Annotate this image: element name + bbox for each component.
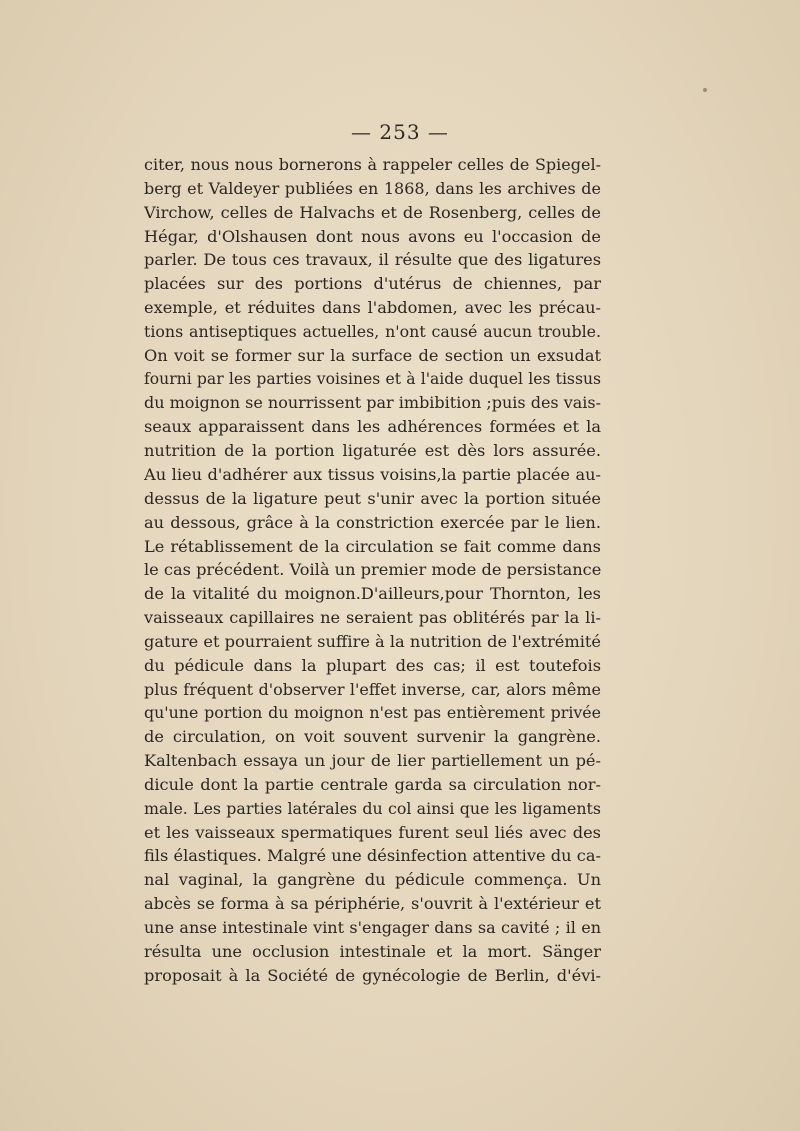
text-line: Kaltenbach essaya un jour de lier partiellement un pé- xyxy=(144,751,601,771)
text-line: male. Les parties latérales du col ainsi que les ligaments xyxy=(144,798,601,818)
text-line: une anse intestinale vint s'engager dans sa cavité ; il en xyxy=(144,918,601,937)
text-line: qu'une portion du moignon n'est pas entièrement privée xyxy=(144,703,601,723)
text-line: placées sur des portions d'utérus de chiennes, par xyxy=(144,274,601,294)
text-line: Virchow, celles de Halvachs et de Rosenberg, celles de xyxy=(144,202,601,222)
text-line: citer, nous nous bornerons à rappeler celles de Spiegel- xyxy=(144,155,601,174)
text-line: du moignon se nourrissent par imbibition ;puis des vais- xyxy=(144,393,601,413)
paper-speck xyxy=(703,88,707,92)
text-line: et les vaisseaux spermatiques furent seul liés avec des xyxy=(144,822,601,842)
text-line: Au lieu d'adhérer aux tissus voisins,la partie placée au- xyxy=(144,464,601,484)
text-line: dessus de la ligature peut s'unir avec la portion située xyxy=(144,488,601,508)
page-number: — 253 — xyxy=(351,120,449,144)
text-line: fils élastiques. Malgré une désinfection attentive du ca- xyxy=(144,846,601,866)
body-text xyxy=(144,153,601,988)
text-line: résulta une occlusion intestinale et la mort. Sänger xyxy=(144,941,601,961)
text-line: dicule dont la partie centrale garda sa circulation nor- xyxy=(144,774,601,794)
text-line: berg et Valdeyer publiées en 1868, dans les archives de xyxy=(144,178,601,198)
text-line: Le rétablissement de la circulation se fait comme dans xyxy=(144,536,601,556)
text-line: proposait à la Société de gynécologie de Berlin, d'évi- xyxy=(144,965,601,985)
text-line: nutrition de la portion ligaturée est dès lors assurée. xyxy=(144,441,601,461)
text-line: exemple, et réduites dans l'abdomen, avec les précau- xyxy=(144,298,601,318)
text-line: nal vaginal, la gangrène du pédicule commença. Un xyxy=(144,870,601,890)
text-line: fourni par les parties voisines et à l'aide duquel les tissus xyxy=(144,369,601,388)
text-line: vaisseaux capillaires ne seraient pas oblitérés par la li- xyxy=(144,608,601,628)
text-line: parler. De tous ces travaux, il résulte que des ligatures xyxy=(144,250,601,270)
text-line: de circulation, on voit souvent survenir la gangrène. xyxy=(144,727,601,747)
text-line: seaux apparaissent dans les adhérences formées et la xyxy=(144,417,601,437)
text-line: Hégar, d'Olshausen dont nous avons eu l'occasion de xyxy=(144,226,601,246)
text-line: abcès se forma à sa périphérie, s'ouvrit à l'extérieur et xyxy=(144,894,601,914)
text-line: gature et pourraient suffire à la nutrition de l'extrémité xyxy=(144,631,601,651)
text-line: le cas précédent. Voilà un premier mode de persistance xyxy=(144,560,601,580)
text-line: tions antiseptiques actuelles, n'ont causé aucun trouble. xyxy=(144,321,601,341)
text-line: On voit se former sur la surface de section un exsudat xyxy=(144,345,601,365)
text-line: de la vitalité du moignon.D'ailleurs,pour Thornton, les xyxy=(144,584,601,604)
text-line: plus fréquent d'observer l'effet inverse, car, alors même xyxy=(144,679,601,699)
text-line: au dessous, grâce à la constriction exercée par le lien. xyxy=(144,512,601,532)
text-line: du pédicule dans la plupart des cas; il est toutefois xyxy=(144,655,601,675)
